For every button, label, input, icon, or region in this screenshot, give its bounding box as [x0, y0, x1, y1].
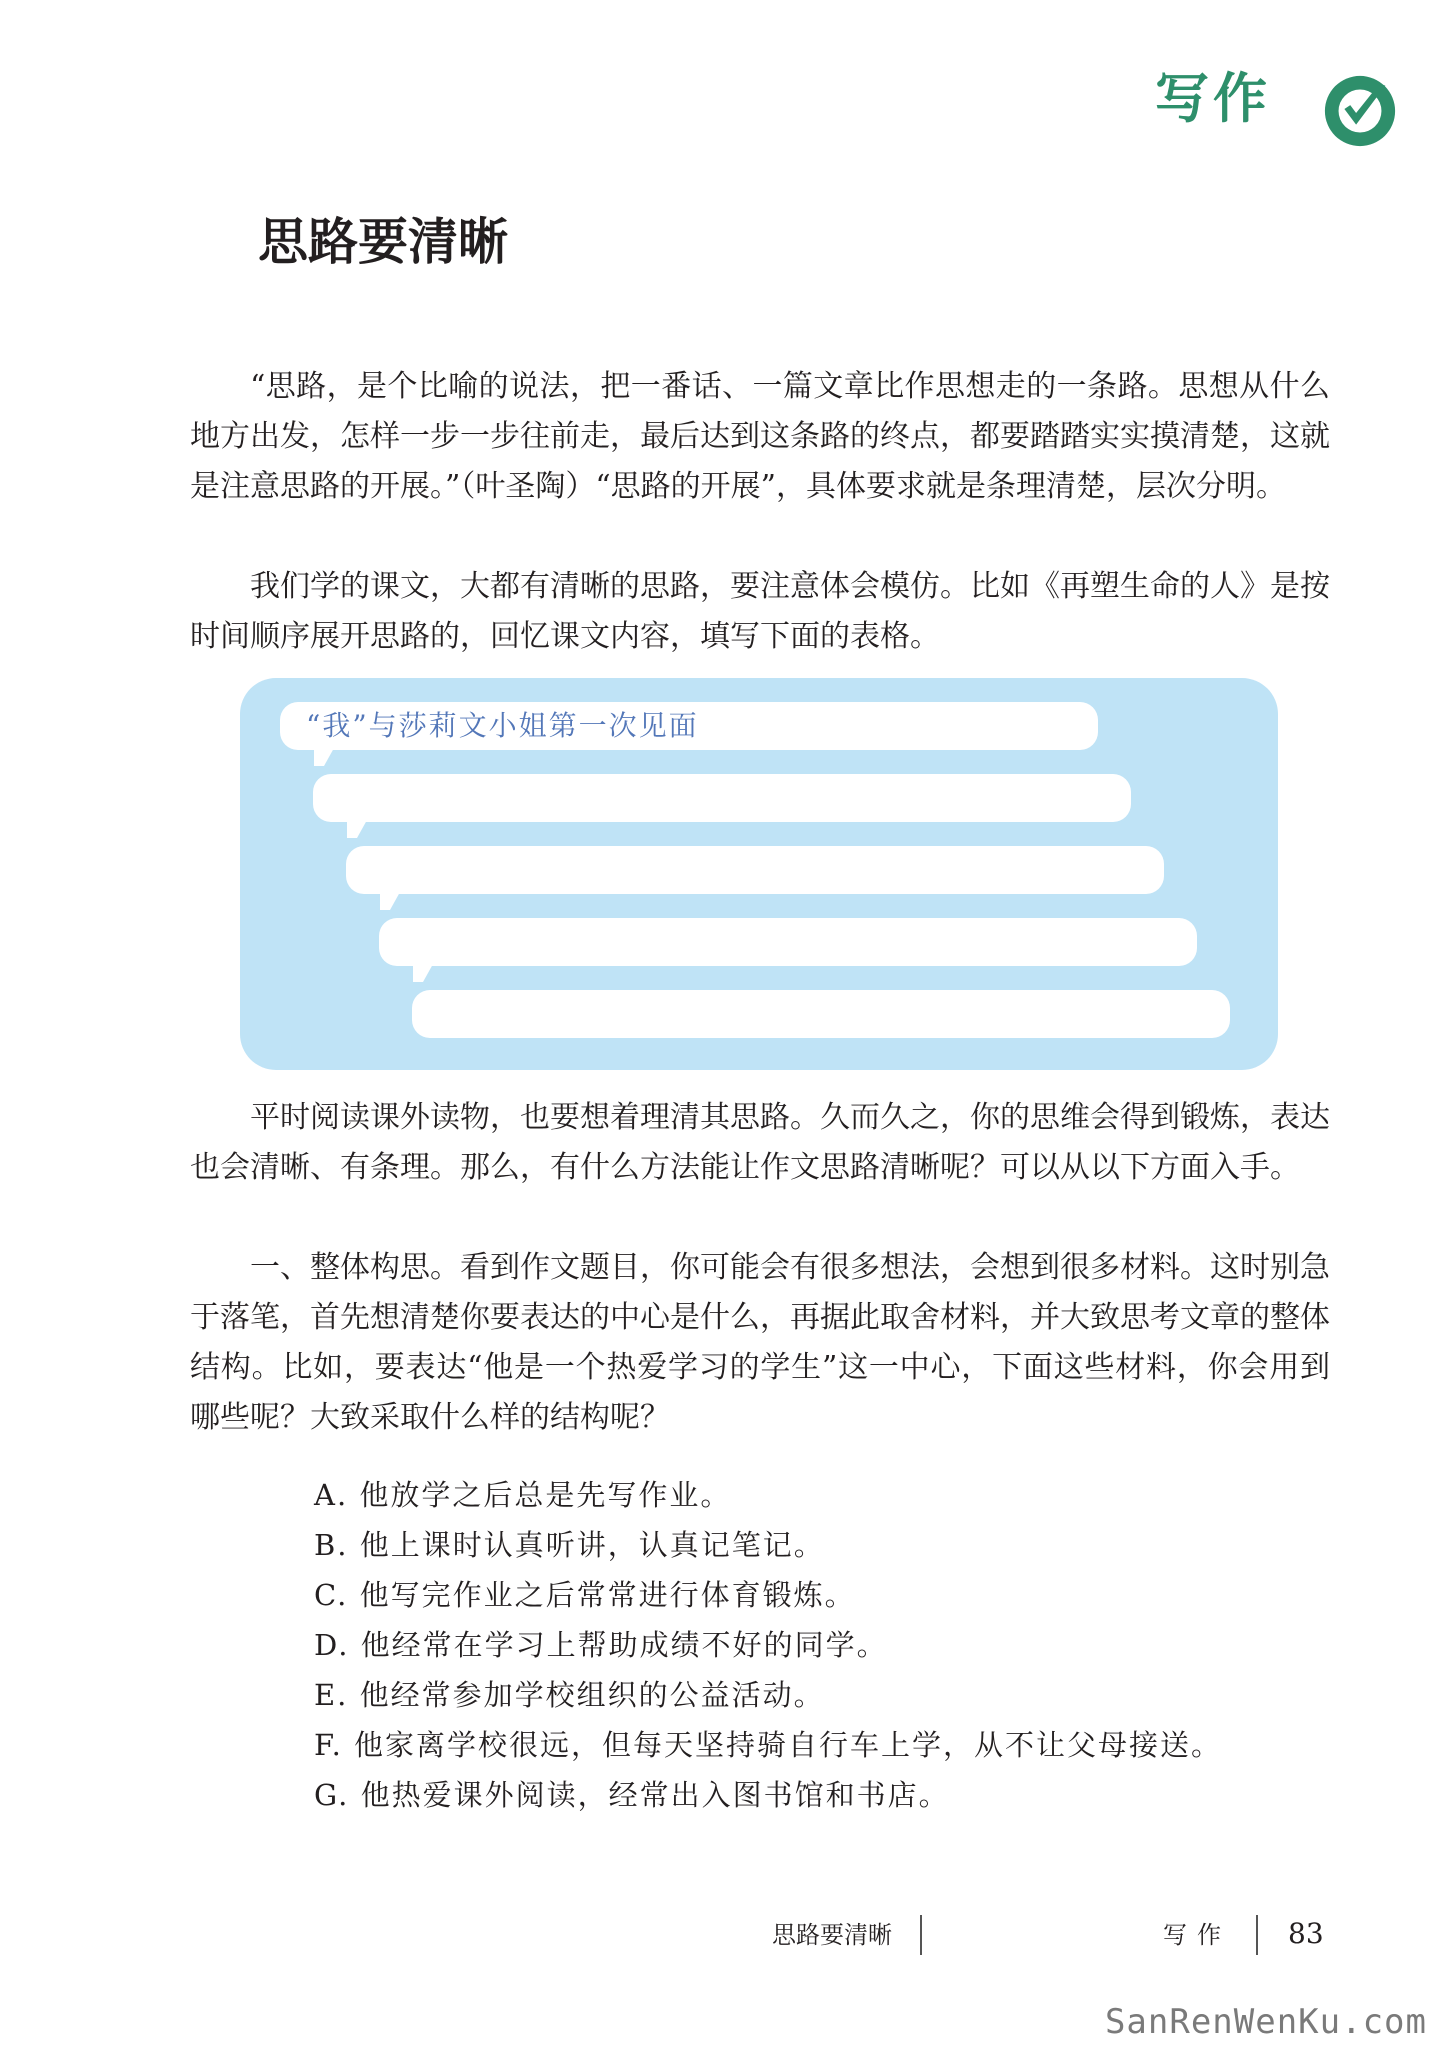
page-title: 思路要清晰 [258, 213, 508, 271]
list-item: A. 他放学之后总是先写作业。 [314, 1478, 732, 1512]
flow-chart-box [240, 678, 1278, 1070]
watermark: SanRenWenKu.com [1104, 2002, 1427, 2042]
section-label: 写作 [1155, 67, 1271, 130]
flow-bubble: “我”与莎莉文小姐第一次见面 [280, 702, 1098, 750]
paragraph-intro: “思路，是个比喻的说法，把一番话、一篇文章比作思想走的一条路。思想从什么地方出发，怎样一步一步往前走，最后达到这条路的终点，都要踏踏实实摸清楚，这就是注意思路的开展。”（叶圣陶）“思路的开展”，具体要求就是条理清楚，层次分明。 [190, 369, 1330, 504]
list-item: G. 他热爱课外阅读，经常出入图书馆和书店。 [314, 1778, 950, 1812]
list-item: D. 他经常在学习上帮助成绩不好的同学。 [314, 1628, 888, 1662]
footer-divider [1256, 1915, 1258, 1955]
footer-divider [920, 1915, 922, 1955]
list-item: C. 他写完作业之后常常进行体育锻炼。 [314, 1578, 856, 1612]
list-item: E. 他经常参加学校组织的公益活动。 [314, 1678, 825, 1712]
green-checkmark-circle-icon [1321, 72, 1399, 150]
flow-bubble-blank [412, 990, 1230, 1038]
flow-bubble-blank [379, 918, 1197, 966]
flow-bubble-blank [346, 846, 1164, 894]
paragraph-method-one: 一、整体构思。看到作文题目，你可能会有很多想法，会想到很多材料。这时别急于落笔，首先想清楚你要表达的中心是什么，再据此取舍材料，并大致思考文章的整体结构。比如，要表达“他是一个热爱学习的学生”这一中心，下面这些材料，你会用到哪些呢？大致采取什么样的结构呢？ [190, 1250, 1330, 1435]
footer-section: 写作 [1163, 1921, 1231, 1949]
material-options-list [314, 1470, 1222, 1820]
page-number: 83 [1288, 1917, 1324, 1950]
list-item: B. 他上课时认真听讲，认真记笔记。 [314, 1528, 825, 1562]
paragraph-reading: 平时阅读课外读物，也要想着理清其思路。久而久之，你的思维会得到锻炼，表达也会清晰、有条理。那么，有什么方法能让作文思路清晰呢？可以从以下方面入手。 [190, 1100, 1330, 1185]
footer-title: 思路要清晰 [772, 1921, 892, 1949]
paragraph-example: 我们学的课文，大都有清晰的思路，要注意体会模仿。比如《再塑生命的人》是按时间顺序展开思路的，回忆课文内容，填写下面的表格。 [190, 569, 1330, 654]
list-item: F. 他家离学校很远，但每天坚持骑自行车上学，从不让父母接送。 [314, 1728, 1223, 1762]
flow-bubble-blank [313, 774, 1131, 822]
